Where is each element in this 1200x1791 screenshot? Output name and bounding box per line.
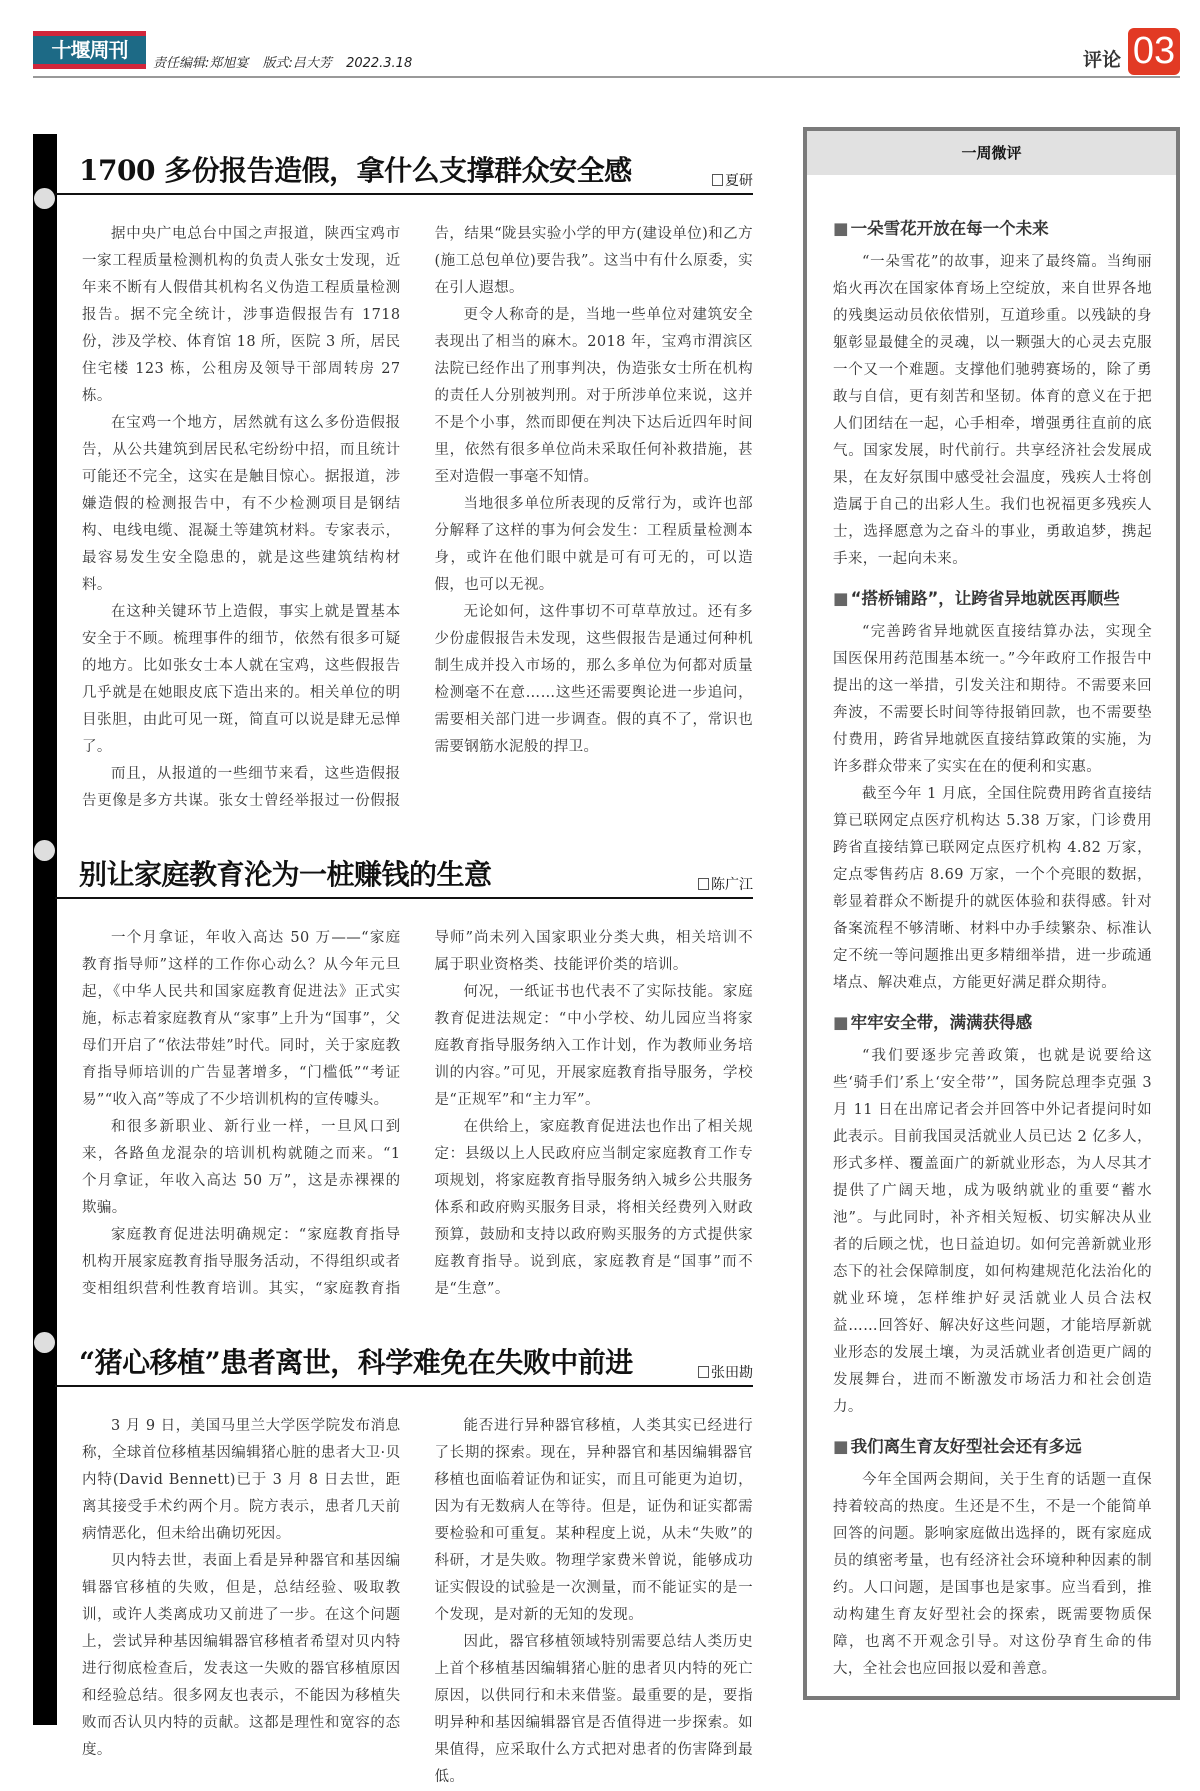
articles-column	[55, 147, 753, 1791]
article-paragraph: 一个月拿证，年收入高达 50 万——“家庭教育指导师”这样的工作你心动么？从今年元旦起，《中华人民共和国家庭教育促进法》正式实施，标志着家庭教育从“家事”上升为“国事”，父母们开启了“依法带娃”时代。同时，关于家庭教育指导师培训的广告显著增多，“门槛低”“考证易”“收入高”等成了不少培训机构的宣传噱头。	[82, 930, 401, 1108]
article-paragraph: 而且，从报道的一些细节来看，这些造假报告更像是多方共谋。张女士曾经举报过一份假报告，结果“陇县实验小学的甲方(建设单位)和乙方(施工总包单位)要告我”。这当中有什么原委，实在引人遐想。	[82, 226, 753, 809]
spine-dot-icon	[34, 1332, 55, 1353]
sidebar-heading-text: 我们离生育友好型社会还有多远	[850, 1437, 1082, 1456]
sidebar-heading-text: 一朵雪花开放在每一个未来	[850, 219, 1049, 238]
section-name: 评论	[1083, 49, 1122, 71]
byline-box-icon	[698, 1366, 709, 1378]
article-paragraph: 无论如何，这件事切不可草草放过。还有多少份虚假报告未发现，这些假报告是通过何种机制生成并投入市场的，那么多单位为何都对质量检测毫不在意……这些还需要舆论进一步追问，需要相关部门进一步调查。假的真不了，常识也需要钢筋水泥般的捍卫。	[434, 604, 753, 755]
article-paragraph: 和很多新职业、新行业一样，一旦风口到来，各路鱼龙混杂的培训机构就随之而来。“1 个月拿证，年收入高达 50 万”，这是赤裸裸的欺骗。	[82, 1119, 401, 1216]
sidebar-item-heading	[833, 209, 1152, 249]
byline-box-icon	[712, 174, 723, 186]
sidebar-heading-text: 牢牢安全带，满满获得感	[850, 1013, 1033, 1032]
article-paragraph: 能否进行异种器官移植，人类其实已经进行了长期的探索。现在，异种器官和基因编辑器官移植也面临着证伪和证实，而且可能更为迫切，因为有无数病人在等待。但是，证伪和证实都需要检验和可重复。某种程度上说，从未“失败”的科研，才是失败。物理学家费米曾说，能够成功证实假设的试验是一次测量，而不能证实的是一个发现，是对新的无知的发现。	[434, 1418, 753, 1623]
article-paragraph: 3 月 9 日，美国马里兰大学医学院发布消息称，全球首位移植基因编辑猪心脏的患者大卫·贝内特(David Bennett)已于 3 月 8 日去世，距离其接受手术约两个月。院方表示，患者几天前病情恶化，但未给出确切死因。	[82, 1418, 401, 1542]
article-paragraph: 在这种关键环节上造假，事实上就是置基本安全于不顾。梳理事件的细节，依然有很多可疑的地方。比如张女士本人就在宝鸡，这些假报告几乎就是在她眼皮底下造出来的。相关单位的明目张胆，由此可见一斑，简直可以说是肆无忌惮了。	[82, 604, 401, 755]
sidebar-item-heading	[833, 1003, 1152, 1043]
article-author: 陈广江	[711, 877, 753, 893]
masthead-logo: 十堰周刊	[33, 31, 146, 69]
article-byline	[698, 1364, 753, 1382]
sidebar-heading-text: “搭桥铺路”，让跨省异地就医再顺些	[850, 589, 1120, 608]
sidebar-paragraph: 今年全国两会期间，关于生育的话题一直保持着较高的热度。生还是不生，不是一个能简单回答的问题。影响家庭做出选择的，既有家庭成员的缜密考量，也有经济社会环境种种因素的制约。人口问题，是国事也是家事。应当看到，推动构建生育友好型社会的探索，既需要物质保障，也离不开观念引导。对这份孕育生命的伟大，全社会也应回报以爱和善意。	[833, 1472, 1152, 1677]
sidebar-content	[807, 175, 1176, 1683]
article-header	[55, 851, 753, 897]
article-body	[82, 221, 753, 815]
byline-box-icon	[698, 878, 709, 890]
article-title: 别让家庭教育沦为一桩赚钱的生意	[79, 858, 492, 891]
sidebar-paragraph: “完善跨省异地就医直接结算办法，实现全国医保用药范围基本统一。”今年政府工作报告中提出的这一举措，引发关注和期待。不需要来回奔波，不需要长时间等待报销回款，也不需要垫付费用，跨省异地就医直接结算政策的实施，为许多群众带来了实实在在的便利和实惠。	[833, 624, 1152, 775]
square-bullet-icon: ■	[833, 1437, 849, 1456]
article-body	[82, 925, 753, 1303]
sidebar-item	[833, 1427, 1152, 1683]
weekly-comment-sidebar	[803, 127, 1180, 1700]
header-rule	[33, 76, 1180, 78]
editor-credit: 责任编辑:郑旭宴	[153, 56, 249, 71]
article-paragraph: 何况，一纸证书也代表不了实际技能。家庭教育促进法规定：“中小学校、幼儿园应当将家庭教育指导服务纳入工作计划，作为教师业务培训的内容。”可见，开展家庭教育指导服务，学校是“正规军”和“主力军”。	[434, 984, 753, 1108]
spine-dot-icon	[34, 840, 55, 861]
masthead-meta	[153, 52, 422, 71]
article-paragraph: 据中央广电总台中国之声报道，陕西宝鸡市一家工程质量检测机构的负责人张女士发现，近年来不断有人假借其机构名义伪造工程质量检测报告。据不完全统计，涉事造假报告有 1718 份，涉及学校、体育馆 18 所，医院 3 所，居民住宅楼 123 栋，公租房及领导干部周转房 27 栋。	[82, 226, 401, 404]
sidebar-paragraph: “一朵雪花”的故事，迎来了最终篇。当绚丽焰火再次在国家体育场上空绽放，来自世界各地的残奥运动员依依惜别，互道珍重。以残缺的身躯彰显最健全的灵魂，以一颗强大的心灵去克服一个又一个难题。支撑他们驰骋赛场的，除了勇敢与自信，更有刻苦和坚韧。体育的意义在于把人们团结在一起，心手相牵，增强勇往直前的底气。国家发展，时代前行。共享经济社会发展成果，在友好氛围中感受社会温度，残疾人士将创造属于自己的出彩人生。我们也祝福更多残疾人士，选择愿意为之奋斗的事业，勇敢追梦，携起手来，一起向未来。	[833, 254, 1152, 567]
article	[55, 147, 753, 815]
layout-credit: 版式:吕大芳	[262, 56, 332, 71]
article-title: 1700 多份报告造假，拿什么支撑群众安全感	[79, 154, 632, 187]
sidebar-title: 一周微评	[807, 131, 1176, 175]
sidebar-item-heading	[833, 1427, 1152, 1467]
left-spine-bar	[33, 134, 57, 1725]
square-bullet-icon: ■	[833, 1013, 849, 1032]
sidebar-paragraph: 截至今年 1 月底，全国住院费用跨省直接结算已联网定点医疗机构达 5.38 万家，门诊费用跨省直接结算已联网定点医疗机构 4.82 万家，定点零售药店 8.69 万家，一个个亮眼的数据，彰显着群众不断提升的就医体验和获得感。针对备案流程不够清晰、材料中办手续繁杂、标准认定不统一等问题推出更多精细举措，进一步疏通堵点、解决难点，方能更好满足群众期待。	[833, 786, 1152, 991]
article-title: “猪心移植”患者离世，科学难免在失败中前进	[79, 1346, 633, 1379]
sidebar-paragraph: “我们要逐步完善政策，也就是说要给这些‘骑手们’系上‘安全带’”，国务院总理李克强 3 月 11 日在出席记者会并回答中外记者提问时如此表示。目前我国灵活就业人员已达 2 亿多人，形式多样、覆盖面广的新就业形态，为人尽其才提供了广阔天地，成为吸纳就业的重要“蓄水池”。与此同时，补齐相关短板、切实解决从业者的后顾之忧，也日益迫切。如何完善新就业形态下的社会保障制度，如何构建规范化法治化的就业环境，怎样维护好灵活就业人员合法权益……回答好、解决好这些问题，才能培厚新就业形态的发展土壤，为灵活就业者创造更广阔的发展舞台，进而不断激发市场活力和社会创造力。	[833, 1048, 1152, 1415]
article-author: 张田勘	[711, 1365, 753, 1381]
article	[55, 851, 753, 1303]
article-paragraph: 在宝鸡一个地方，居然就有这么多份造假报告，从公共建筑到居民私宅纷纷中招，而且统计可能还不完全，这实在是触目惊心。据报道，涉嫌造假的检测报告中，有不少检测项目是钢结构、电线电缆、混凝土等建筑材料。专家表示，最容易发生安全隐患的，就是这些建筑结构材料。	[82, 415, 401, 593]
title-rule	[55, 1385, 753, 1387]
article-paragraph: 家庭教育促进法明确规定：“家庭教育指导机构开展家庭教育指导服务活动，不得组织或者变相组织营利性教育培训。其实，“家庭教育指导师”尚未列入国家职业分类大典，相关培训不属于职业资格类、技能评价类的培训。	[82, 930, 753, 1297]
article-paragraph: 贝内特去世，表面上看是异种器官和基因编辑器官移植的失败，但是，总结经验、吸取教训，或许人类离成功又前进了一步。在这个问题上，尝试异种基因编辑器官移植者希望对贝内特进行彻底检查后，发表这一失败的器官移植原因和经验总结。很多网友也表示，不能因为移植失败而否认贝内特的贡献。这都是理性和宽容的态度。	[82, 1553, 401, 1758]
article-paragraph: 更令人称奇的是，当地一些单位对建筑安全表现出了相当的麻木。2018 年，宝鸡市渭滨区法院已经作出了刑事判决，伪造张女士所在机构的责任人分别被判刑。对于所涉单位来说，这并不是个小事，然而即便在判决下达后近四年时间里，依然有很多单位尚未采取任何补救措施，甚至对造假一事毫不知情。	[434, 307, 753, 485]
sidebar-item	[833, 209, 1152, 573]
title-rule	[55, 193, 753, 195]
title-rule	[55, 897, 753, 899]
article-author: 夏研	[725, 173, 753, 189]
sidebar-item-heading	[833, 579, 1152, 619]
article	[55, 1339, 753, 1791]
article-header	[55, 1339, 753, 1385]
square-bullet-icon: ■	[833, 219, 849, 238]
article-paragraph: 在供给上，家庭教育促进法也作出了相关规定：县级以上人民政府应当制定家庭教育工作专项规划，将家庭教育指导服务纳入城乡公共服务体系和政府购买服务目录，将相关经费列入财政预算，鼓励和支持以政府购买服务的方式提供家庭教育指导。说到底，家庭教育是“国事”而不是“生意”。	[434, 1119, 753, 1297]
article-byline	[698, 876, 753, 894]
spine-dot-icon	[34, 188, 55, 209]
square-bullet-icon: ■	[833, 589, 849, 608]
article-header	[55, 147, 753, 193]
sidebar-item	[833, 579, 1152, 997]
page-number: 03	[1128, 28, 1180, 75]
article-paragraph: 因此，器官移植领域特别需要总结人类历史上首个移植基因编辑猪心脏的患者贝内特的死亡原因，以供同行和未来借鉴。最重要的是，要指明异种和基因编辑器官是否值得进一步探索。如果值得，应采取什么方式把对患者的伤害降到最低。	[434, 1634, 753, 1785]
issue-date: 2022.3.18	[346, 56, 413, 71]
sidebar-item	[833, 1003, 1152, 1421]
article-paragraph: 当地很多单位所表现的反常行为，或许也部分解释了这样的事为何会发生：工程质量检测本身，或许在他们眼中就是可有可无的，可以造假，也可以无视。	[434, 496, 753, 593]
article-byline	[712, 172, 753, 190]
article-body	[82, 1413, 753, 1791]
